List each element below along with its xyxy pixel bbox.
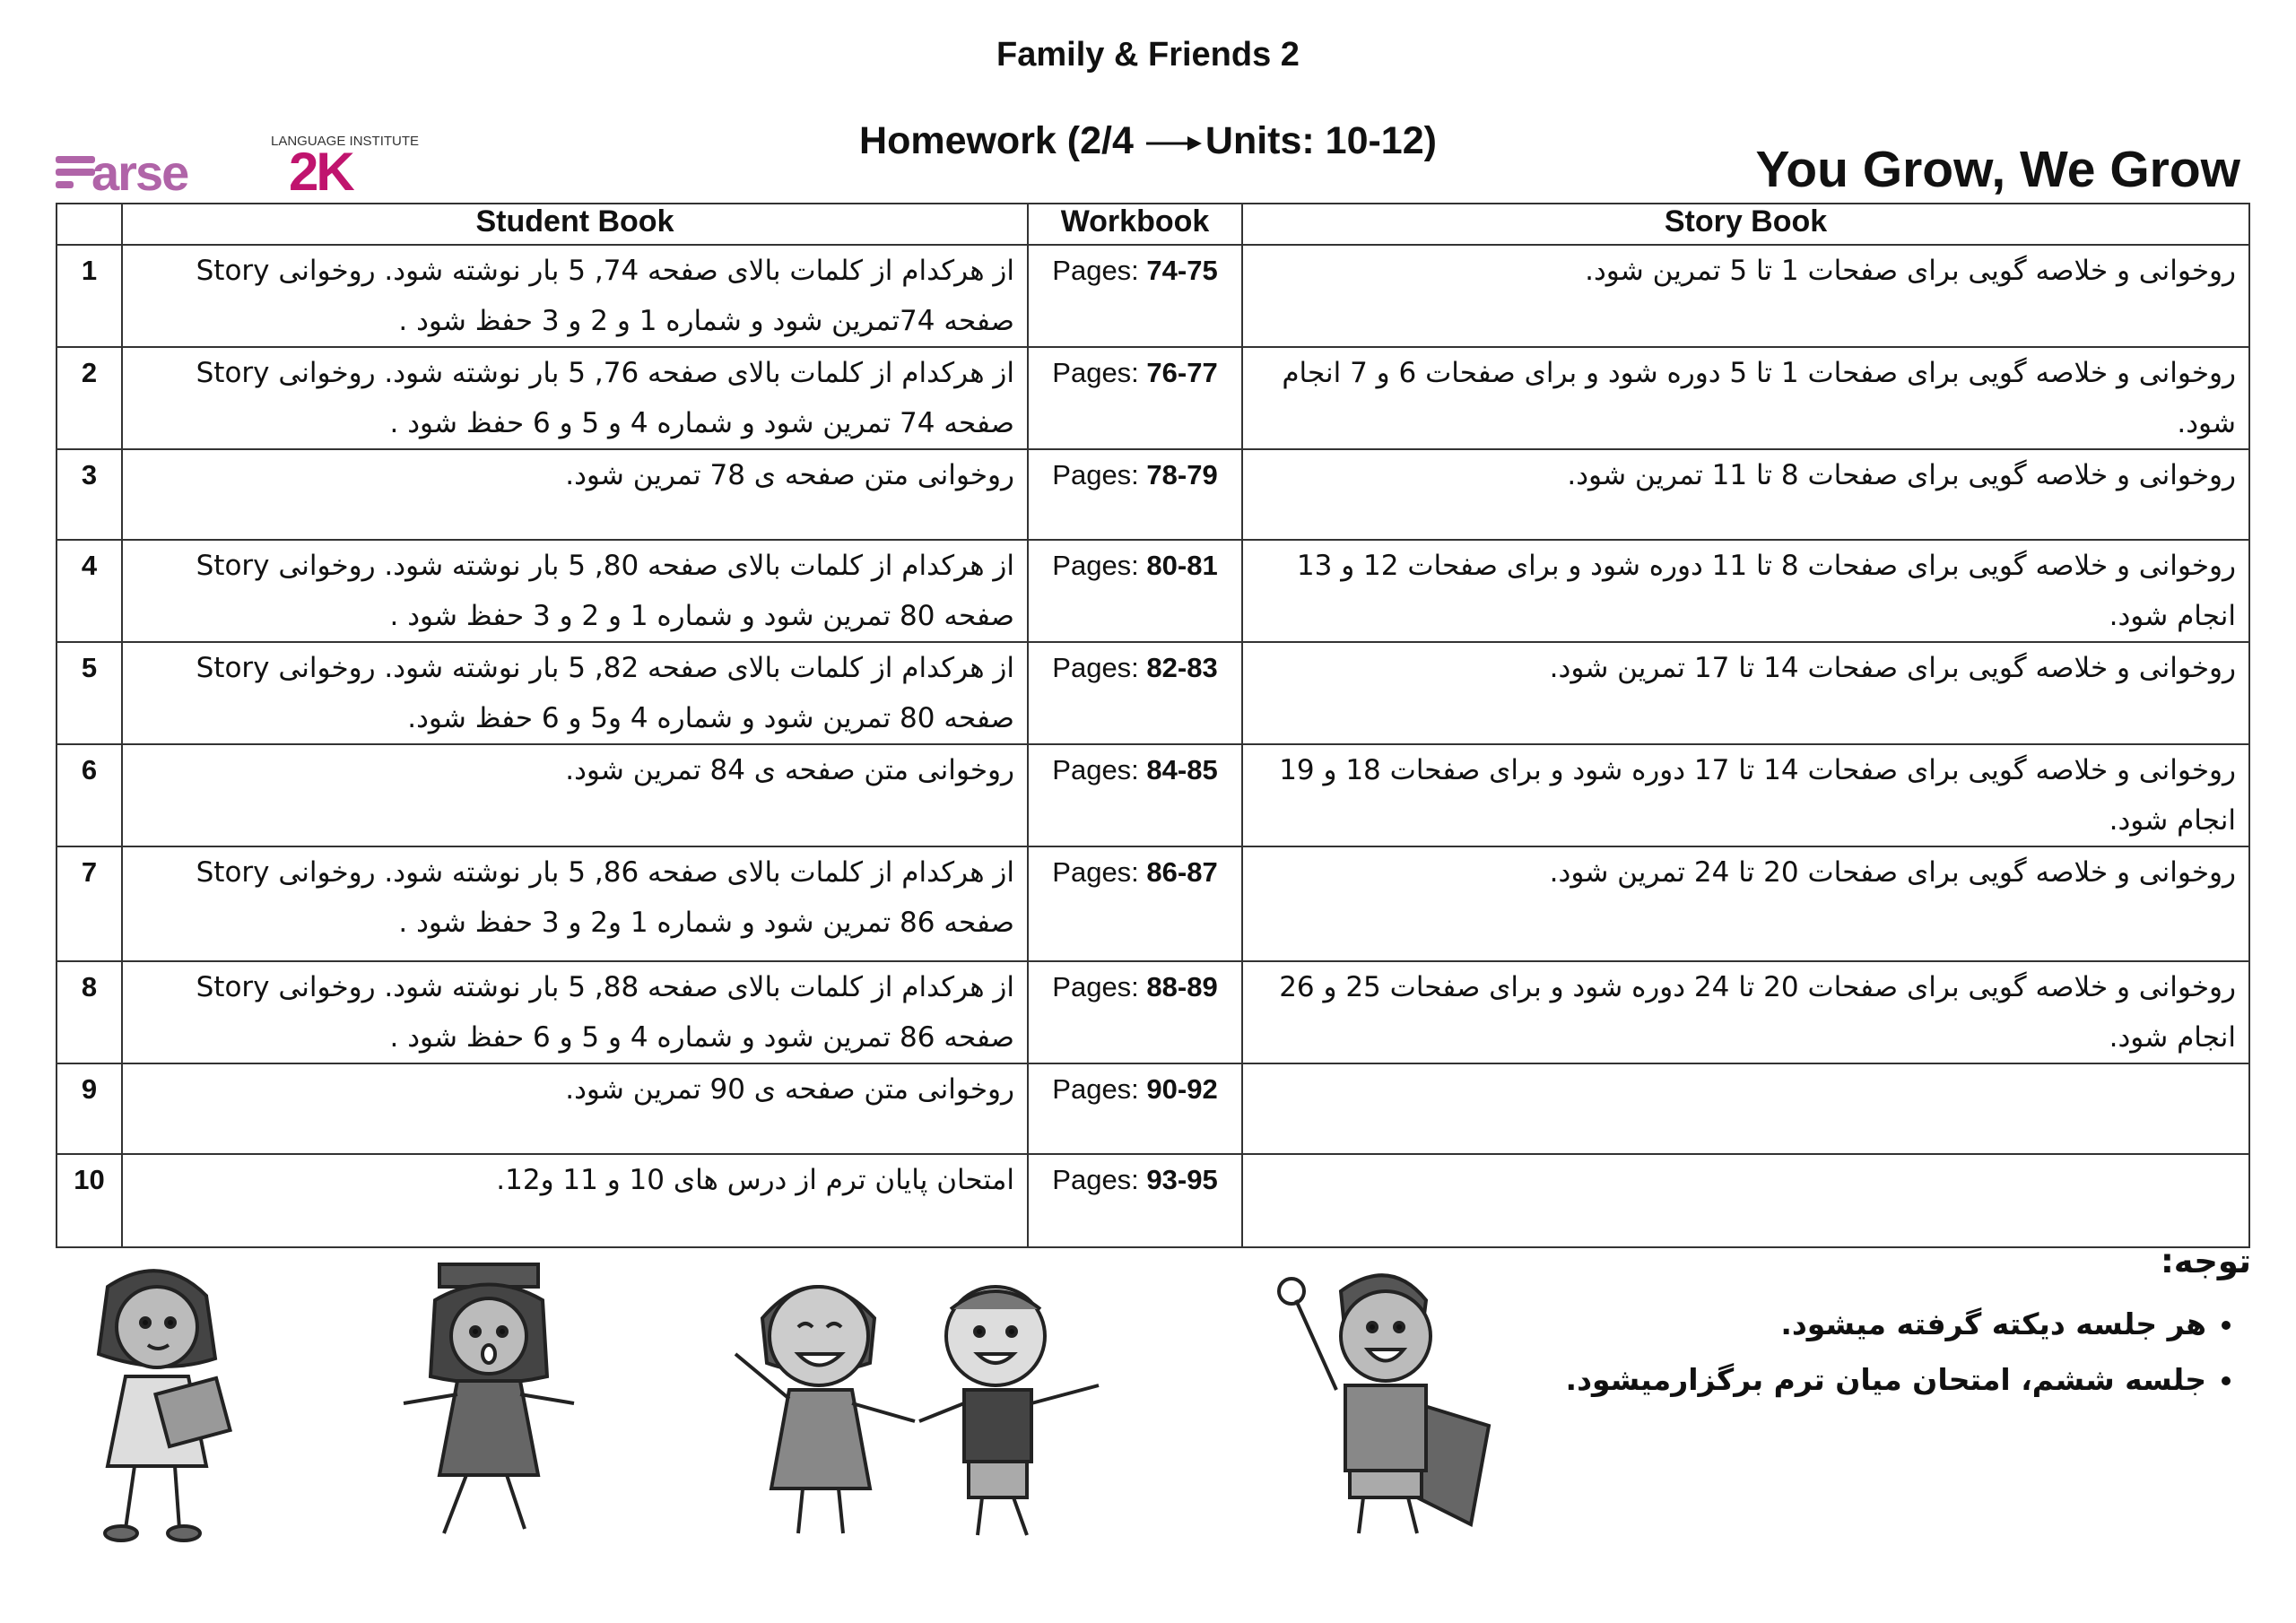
girl-reading-illustration (72, 1260, 251, 1547)
workbook-pages (1028, 1154, 1242, 1247)
pages-label: Pages: (1052, 255, 1139, 286)
note-item: • جلسه ششم، امتحان میان ترم برگزارمیشود. (1444, 1352, 2206, 1408)
workbook-pages (1028, 1063, 1242, 1154)
svg-text:2K: 2K (289, 142, 352, 195)
student-book-task: از هرکدام از کلمات بالای صفحه 76, 5 بار نوشته شود. روخوانی Story صفحه 74 تمرین شود و شماره 4 و 5 و 6 حفظ شود . (122, 347, 1028, 449)
workbook-pages (1028, 744, 1242, 846)
workbook-pages (1028, 961, 1242, 1063)
table-header-row (57, 204, 2249, 245)
parse2k-logo (56, 133, 422, 195)
table-row (57, 1063, 2249, 1154)
document-title: Family & Friends 2 (996, 36, 1300, 74)
row-number: 1 (57, 245, 122, 347)
notes-title: توجه: (2161, 1242, 2251, 1280)
pages-label: Pages: (1052, 459, 1139, 490)
workbook-pages (1028, 846, 1242, 961)
row-number: 4 (57, 540, 122, 642)
header-workbook: Workbook (1028, 204, 1242, 245)
student-book-task: امتحان پایان ترم از درس های 10 و 11 و12. (122, 1154, 1028, 1247)
student-book-task: از هرکدام از کلمات بالای صفحه 86, 5 بار نوشته شود. روخوانی Story صفحه 86 تمرین شود و شماره 1 و2 و 3 حفظ شود . (122, 846, 1028, 961)
subtitle-units: Units: 10-12) (1205, 119, 1437, 162)
row-number: 10 (57, 1154, 122, 1247)
row-number: 9 (57, 1063, 122, 1154)
table-row (57, 642, 2249, 744)
pages-label: Pages: (1052, 1073, 1139, 1105)
table-row (57, 744, 2249, 846)
pages-range: 93-95 (1146, 1164, 1218, 1195)
pages-range: 84-85 (1146, 754, 1218, 785)
row-number: 3 (57, 449, 122, 540)
story-book-task: روخوانی و خلاصه گویی برای صفحات 14 تا 17 تمرین شود. (1242, 642, 2249, 744)
pages-range: 76-77 (1146, 357, 1218, 388)
student-book-task: روخوانی متن صفحه ی 84 تمرین شود. (122, 744, 1028, 846)
homework-table (56, 203, 2250, 1248)
pages-range: 80-81 (1146, 550, 1218, 581)
workbook-pages (1028, 642, 1242, 744)
story-book-task: روخوانی و خلاصه گویی برای صفحات 20 تا 24 تمرین شود. (1242, 846, 2249, 961)
row-number: 7 (57, 846, 122, 961)
table-row (57, 347, 2249, 449)
pages-label: Pages: (1052, 971, 1139, 1002)
kids-holding-hands-illustration (726, 1255, 1112, 1542)
arrow-right-icon (1146, 135, 1202, 152)
superhero-boy-illustration (1274, 1255, 1516, 1542)
row-number: 8 (57, 961, 122, 1063)
student-book-task: روخوانی متن صفحه ی 90 تمرین شود. (122, 1063, 1028, 1154)
pages-range: 78-79 (1146, 459, 1218, 490)
student-book-task: از هرکدام از کلمات بالای صفحه 82, 5 بار نوشته شود. روخوانی Story صفحه 80 تمرین شود و شماره 4 و5 و 6 حفظ شود. (122, 642, 1028, 744)
pages-range: 82-83 (1146, 652, 1218, 683)
pages-label: Pages: (1052, 652, 1139, 683)
svg-text:arse: arse (91, 144, 188, 195)
table-row (57, 1154, 2249, 1247)
student-graduate-illustration (386, 1260, 592, 1547)
table-row (57, 846, 2249, 961)
slogan: You Grow, We Grow (1755, 141, 2240, 198)
pages-range: 88-89 (1146, 971, 1218, 1002)
pages-label: Pages: (1052, 1164, 1139, 1195)
pages-range: 86-87 (1146, 856, 1218, 888)
note-item: • هر جلسه دیکته گرفته میشود. (1444, 1297, 2206, 1352)
story-book-task: روخوانی و خلاصه گویی برای صفحات 1 تا 5 تمرین شود. (1242, 245, 2249, 347)
pages-range: 90-92 (1146, 1073, 1218, 1105)
header-number (57, 204, 122, 245)
subtitle-homework: Homework (2/4 (859, 119, 1134, 162)
story-book-task: روخوانی و خلاصه گویی برای صفحات 8 تا 11 دوره شود و برای صفحات 12 و 13 انجام شود. (1242, 540, 2249, 642)
row-number: 5 (57, 642, 122, 744)
notes-list (1444, 1297, 2251, 1408)
header-student-book: Student Book (122, 204, 1028, 245)
student-book-task: روخوانی متن صفحه ی 78 تمرین شود. (122, 449, 1028, 540)
student-book-task: از هرکدام از کلمات بالای صفحه 88, 5 بار نوشته شود. روخوانی Story صفحه 86 تمرین شود و شماره 4 و 5 و 6 حفظ شود . (122, 961, 1028, 1063)
workbook-pages (1028, 540, 1242, 642)
workbook-pages (1028, 347, 1242, 449)
table-row (57, 245, 2249, 347)
story-book-task: روخوانی و خلاصه گویی برای صفحات 8 تا 11 تمرین شود. (1242, 449, 2249, 540)
row-number: 6 (57, 744, 122, 846)
story-book-task (1242, 1063, 2249, 1154)
header-story-book: Story Book (1242, 204, 2249, 245)
row-number: 2 (57, 347, 122, 449)
story-book-task: روخوانی و خلاصه گویی برای صفحات 14 تا 17 دوره شود و برای صفحات 18 و 19 انجام شود. (1242, 744, 2249, 846)
story-book-task: روخوانی و خلاصه گویی برای صفحات 20 تا 24 دوره شود و برای صفحات 25 و 26 انجام شود. (1242, 961, 2249, 1063)
story-book-task (1242, 1154, 2249, 1247)
notes-section (1444, 1242, 2251, 1408)
table-row (57, 449, 2249, 540)
pages-label: Pages: (1052, 754, 1139, 785)
workbook-pages (1028, 449, 1242, 540)
workbook-pages (1028, 245, 1242, 347)
pages-label: Pages: (1052, 856, 1139, 888)
pages-range: 74-75 (1146, 255, 1218, 286)
pages-label: Pages: (1052, 550, 1139, 581)
svg-text:LANGUAGE INSTITUTE: LANGUAGE INSTITUTE (271, 134, 420, 149)
story-book-task: روخوانی و خلاصه گویی برای صفحات 1 تا 5 دوره شود و برای صفحات 6 و 7 انجام شود. (1242, 347, 2249, 449)
student-book-task: از هرکدام از کلمات بالای صفحه 80, 5 بار نوشته شود. روخوانی Story صفحه 80 تمرین شود و شماره 1 و 2 و 3 حفظ شود . (122, 540, 1028, 642)
table-row (57, 540, 2249, 642)
table-row (57, 961, 2249, 1063)
pages-label: Pages: (1052, 357, 1139, 388)
student-book-task: از هرکدام از کلمات بالای صفحه 74, 5 بار نوشته شود. روخوانی Story صفحه 74تمرین شود و شماره 1 و 2 و 3 حفظ شود . (122, 245, 1028, 347)
